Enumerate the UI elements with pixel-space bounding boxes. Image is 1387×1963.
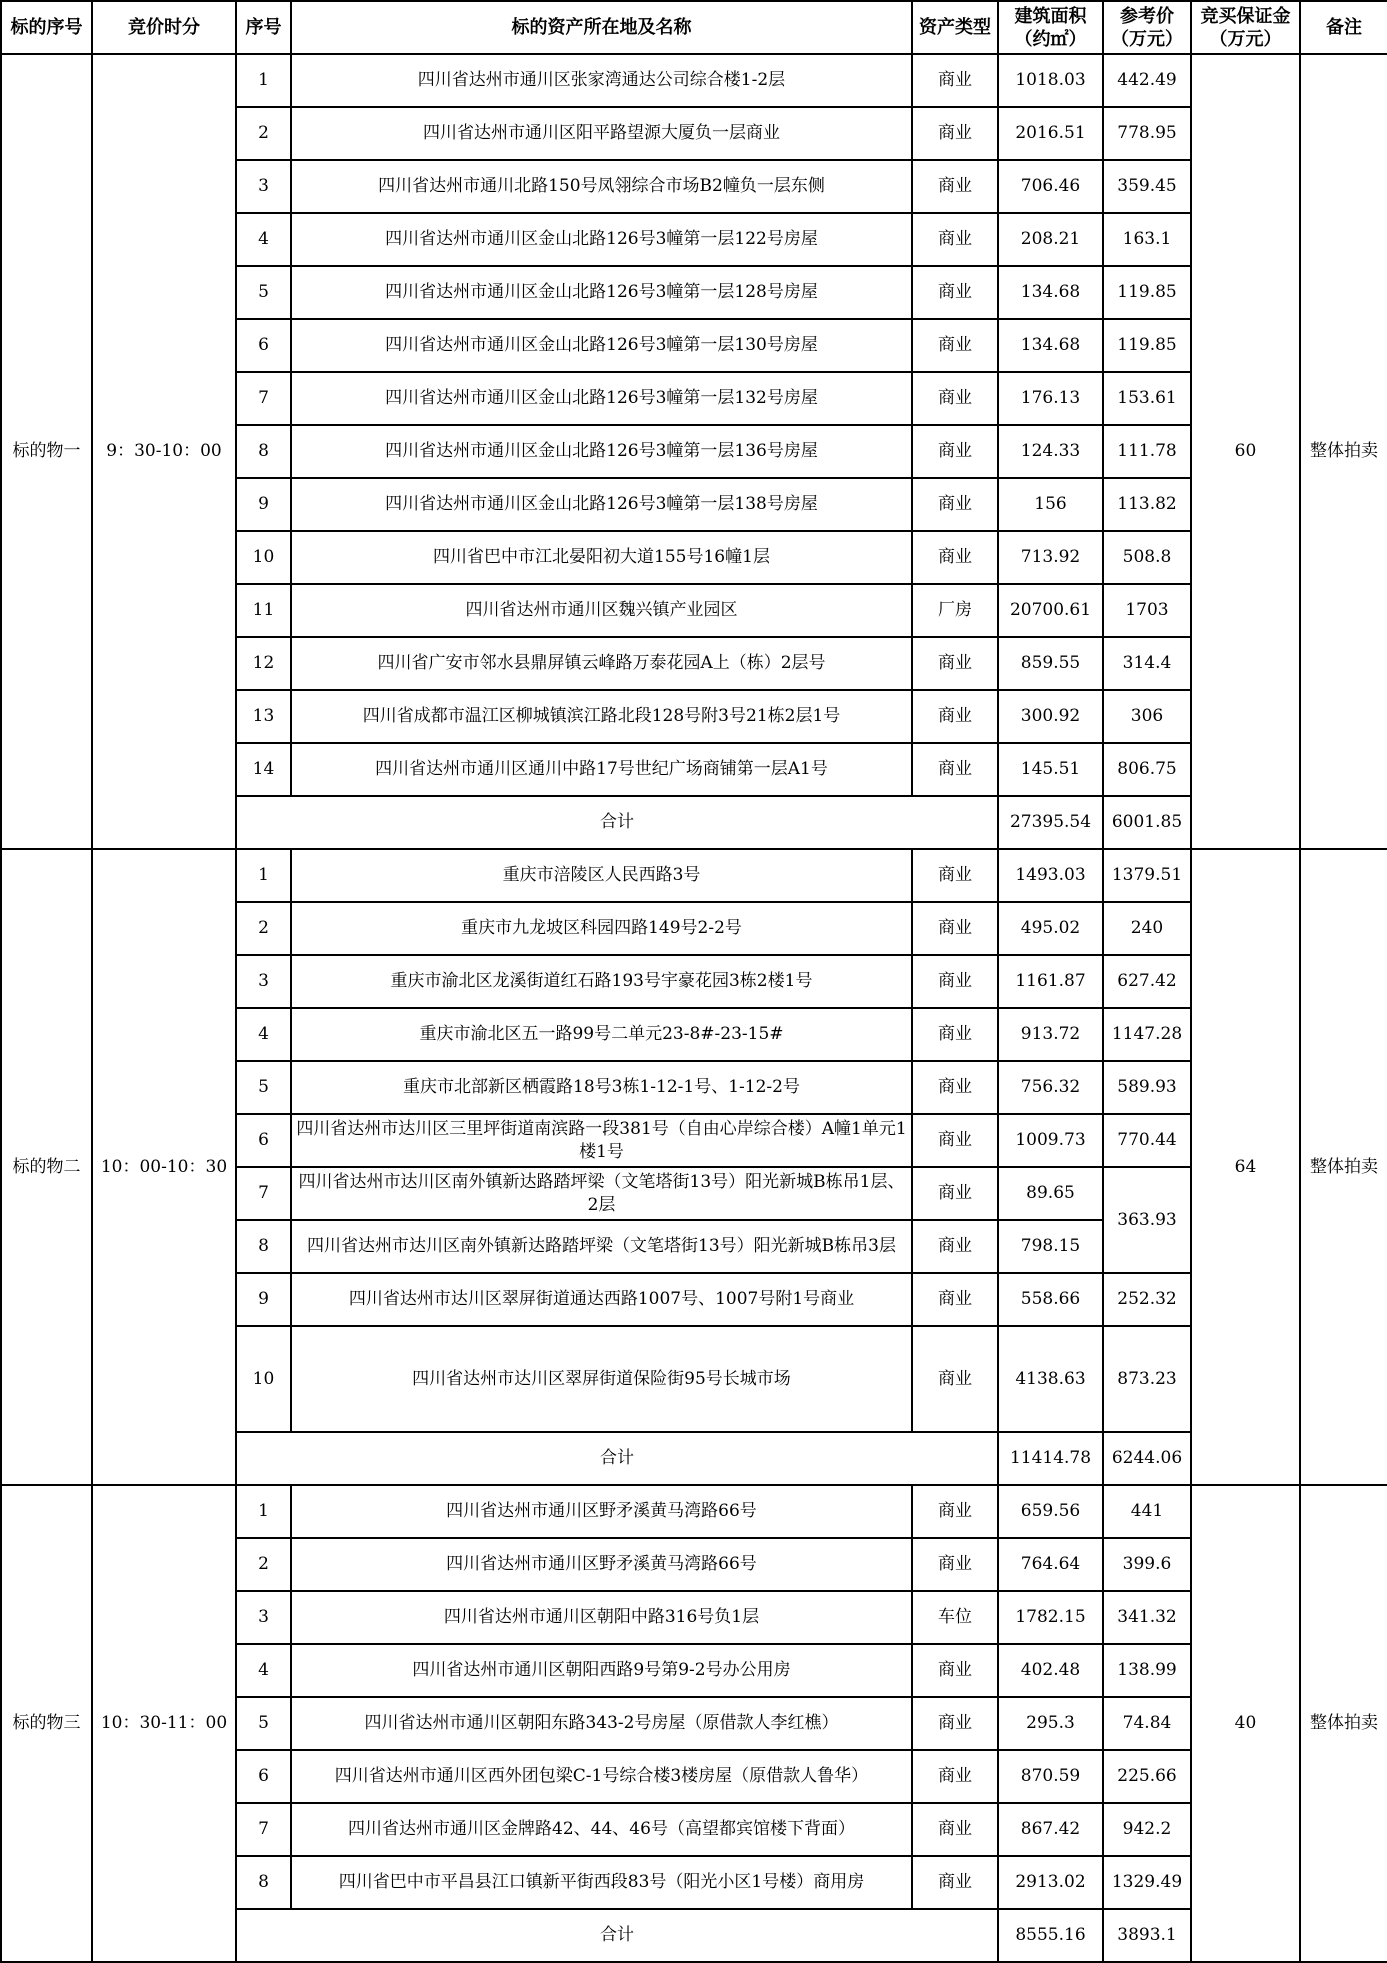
item-type: 商业: [912, 1167, 998, 1220]
item-name: 四川省达州市通川区金山北路126号3幢第一层132号房屋: [291, 372, 912, 425]
item-no: 14: [236, 743, 291, 796]
item-area: 1018.03: [998, 54, 1103, 107]
table-row: [1, 54, 1387, 107]
item-name: 四川省达州市通川区金山北路126号3幢第一层138号房屋: [291, 478, 912, 531]
item-area: 402.48: [998, 1644, 1103, 1697]
item-price: 306: [1103, 690, 1191, 743]
item-name: 四川省巴中市江北晏阳初大道155号16幢1层: [291, 531, 912, 584]
item-type: 商业: [912, 478, 998, 531]
item-no: 5: [236, 266, 291, 319]
item-area: 1009.73: [998, 1114, 1103, 1167]
item-no: 3: [236, 1591, 291, 1644]
item-type: 商业: [912, 1485, 998, 1538]
item-area: 208.21: [998, 213, 1103, 266]
item-name: 重庆市渝北区龙溪街道红石路193号宇豪花园3栋2楼1号: [291, 955, 912, 1008]
item-name: 四川省达州市通川区金山北路126号3幢第一层128号房屋: [291, 266, 912, 319]
item-name: 四川省达州市达川区三里坪街道南滨路一段381号（自由心岸综合楼）A幢1单元1楼1号: [291, 1114, 912, 1167]
item-name: 重庆市北部新区栖霞路18号3栋1-12-1号、1-12-2号: [291, 1061, 912, 1114]
item-price: 1329.49: [1103, 1856, 1191, 1909]
item-type: 商业: [912, 107, 998, 160]
item-type: 车位: [912, 1591, 998, 1644]
table-row: [1, 1485, 1387, 1538]
item-area: 859.55: [998, 637, 1103, 690]
item-area: 1161.87: [998, 955, 1103, 1008]
item-area: 2913.02: [998, 1856, 1103, 1909]
item-area: 89.65: [998, 1167, 1103, 1220]
item-type: 商业: [912, 160, 998, 213]
item-no: 4: [236, 213, 291, 266]
item-name: 四川省成都市温江区柳城镇滨江路北段128号附3号21栋2层1号: [291, 690, 912, 743]
item-type: 商业: [912, 1008, 998, 1061]
item-type: 商业: [912, 1114, 998, 1167]
item-no: 5: [236, 1697, 291, 1750]
total-price: 6244.06: [1103, 1432, 1191, 1485]
item-name: 四川省达州市通川区金山北路126号3幢第一层136号房屋: [291, 425, 912, 478]
item-name: 重庆市九龙坡区科园四路149号2-2号: [291, 902, 912, 955]
total-label: 合计: [236, 796, 998, 849]
item-price: 111.78: [1103, 425, 1191, 478]
deposit: 40: [1191, 1485, 1300, 1962]
item-type: 商业: [912, 531, 998, 584]
item-type: 商业: [912, 1273, 998, 1326]
item-area: 706.46: [998, 160, 1103, 213]
item-price: 252.32: [1103, 1273, 1191, 1326]
deposit: 64: [1191, 849, 1300, 1485]
item-area: 1782.15: [998, 1591, 1103, 1644]
item-name: 四川省达州市通川区朝阳中路316号负1层: [291, 1591, 912, 1644]
item-no: 1: [236, 1485, 291, 1538]
item-no: 12: [236, 637, 291, 690]
item-type: 商业: [912, 690, 998, 743]
auction-time: 9：30-10：00: [92, 54, 236, 849]
total-price: 3893.1: [1103, 1909, 1191, 1962]
item-price: 163.1: [1103, 213, 1191, 266]
item-name: 四川省达州市通川区野矛溪黄马湾路66号: [291, 1538, 912, 1591]
item-type: 商业: [912, 1856, 998, 1909]
item-area: 558.66: [998, 1273, 1103, 1326]
item-price: 240: [1103, 902, 1191, 955]
item-area: 295.3: [998, 1697, 1103, 1750]
item-price: 314.4: [1103, 637, 1191, 690]
auction-time: 10：00-10：30: [92, 849, 236, 1485]
item-area: 156: [998, 478, 1103, 531]
item-no: 9: [236, 1273, 291, 1326]
header-time: 竞价时分: [92, 1, 236, 54]
item-no: 10: [236, 1326, 291, 1432]
item-name: 四川省达州市通川北路150号凤翎综合市场B2幢负一层东侧: [291, 160, 912, 213]
item-price: 508.8: [1103, 531, 1191, 584]
item-type: 商业: [912, 1061, 998, 1114]
item-price: 441: [1103, 1485, 1191, 1538]
item-price: 341.32: [1103, 1591, 1191, 1644]
item-price: 359.45: [1103, 160, 1191, 213]
item-type: 商业: [912, 637, 998, 690]
item-price: 1703: [1103, 584, 1191, 637]
item-name: 四川省达州市通川区朝阳东路343-2号房屋（原借款人李红樵）: [291, 1697, 912, 1750]
item-type: 商业: [912, 902, 998, 955]
item-no: 7: [236, 1803, 291, 1856]
header-area: 建筑面积（约㎡）: [998, 1, 1103, 54]
header-name: 标的资产所在地及名称: [291, 1, 912, 54]
total-label: 合计: [236, 1909, 998, 1962]
item-no: 11: [236, 584, 291, 637]
item-no: 1: [236, 54, 291, 107]
auction-time: 10：30-11：00: [92, 1485, 236, 1962]
item-area: 659.56: [998, 1485, 1103, 1538]
item-area: 134.68: [998, 266, 1103, 319]
item-price: 113.82: [1103, 478, 1191, 531]
header-note: 备注: [1300, 1, 1387, 54]
item-type: 商业: [912, 1326, 998, 1432]
table-body: [1, 54, 1387, 1962]
item-area: 4138.63: [998, 1326, 1103, 1432]
item-price: 778.95: [1103, 107, 1191, 160]
item-name: 四川省达州市通川区阳平路望源大厦负一层商业: [291, 107, 912, 160]
item-price: 363.93: [1103, 1167, 1191, 1273]
item-area: 176.13: [998, 372, 1103, 425]
item-price: 442.49: [1103, 54, 1191, 107]
item-name: 四川省达州市达川区翠屏街道通达西路1007号、1007号附1号商业: [291, 1273, 912, 1326]
item-type: 商业: [912, 213, 998, 266]
note: 整体拍卖: [1300, 849, 1387, 1485]
header-deposit: 竞买保证金（万元）: [1191, 1, 1300, 54]
item-name: 四川省达州市通川区西外团包梁C-1号综合楼3楼房屋（原借款人鲁华）: [291, 1750, 912, 1803]
item-area: 798.15: [998, 1220, 1103, 1273]
item-price: 119.85: [1103, 266, 1191, 319]
lot-label: 标的物二: [1, 849, 92, 1485]
header-lot: 标的序号: [1, 1, 92, 54]
header-no: 序号: [236, 1, 291, 54]
item-area: 713.92: [998, 531, 1103, 584]
item-type: 商业: [912, 1697, 998, 1750]
note: 整体拍卖: [1300, 1485, 1387, 1962]
item-price: 873.23: [1103, 1326, 1191, 1432]
item-area: 300.92: [998, 690, 1103, 743]
item-type: 商业: [912, 319, 998, 372]
item-price: 119.85: [1103, 319, 1191, 372]
item-price: 138.99: [1103, 1644, 1191, 1697]
item-name: 四川省广安市邻水县鼎屏镇云峰路万泰花园A上（栋）2层号: [291, 637, 912, 690]
lot-label: 标的物一: [1, 54, 92, 849]
item-area: 1493.03: [998, 849, 1103, 902]
item-type: 商业: [912, 955, 998, 1008]
item-no: 6: [236, 319, 291, 372]
item-price: 74.84: [1103, 1697, 1191, 1750]
item-type: 商业: [912, 743, 998, 796]
item-no: 2: [236, 1538, 291, 1591]
header-type: 资产类型: [912, 1, 998, 54]
item-name: 四川省达州市通川区金山北路126号3幢第一层122号房屋: [291, 213, 912, 266]
item-no: 10: [236, 531, 291, 584]
item-name: 四川省巴中市平昌县江口镇新平街西段83号（阳光小区1号楼）商用房: [291, 1856, 912, 1909]
total-area: 11414.78: [998, 1432, 1103, 1485]
total-area: 8555.16: [998, 1909, 1103, 1962]
table-row: [1, 849, 1387, 902]
item-price: 1147.28: [1103, 1008, 1191, 1061]
item-name: 四川省达州市通川区朝阳西路9号第9-2号办公用房: [291, 1644, 912, 1697]
item-type: 商业: [912, 372, 998, 425]
item-area: 145.51: [998, 743, 1103, 796]
item-no: 3: [236, 955, 291, 1008]
item-no: 9: [236, 478, 291, 531]
item-area: 870.59: [998, 1750, 1103, 1803]
item-price: 942.2: [1103, 1803, 1191, 1856]
item-area: 764.64: [998, 1538, 1103, 1591]
item-type: 商业: [912, 1750, 998, 1803]
item-area: 124.33: [998, 425, 1103, 478]
item-name: 四川省达州市通川区金牌路42、44、46号（高望都宾馆楼下背面）: [291, 1803, 912, 1856]
item-type: 厂房: [912, 584, 998, 637]
item-price: 627.42: [1103, 955, 1191, 1008]
item-no: 6: [236, 1750, 291, 1803]
item-price: 225.66: [1103, 1750, 1191, 1803]
item-name: 重庆市涪陵区人民西路3号: [291, 849, 912, 902]
item-price: 1379.51: [1103, 849, 1191, 902]
item-no: 6: [236, 1114, 291, 1167]
item-area: 913.72: [998, 1008, 1103, 1061]
header-price: 参考价（万元）: [1103, 1, 1191, 54]
item-area: 756.32: [998, 1061, 1103, 1114]
item-name: 四川省达州市通川区魏兴镇产业园区: [291, 584, 912, 637]
item-area: 134.68: [998, 319, 1103, 372]
item-no: 2: [236, 902, 291, 955]
item-name: 四川省达州市通川区金山北路126号3幢第一层130号房屋: [291, 319, 912, 372]
total-label: 合计: [236, 1432, 998, 1485]
item-name: 四川省达州市达川区南外镇新达路踏坪梁（文笔塔街13号）阳光新城B栋吊3层: [291, 1220, 912, 1273]
item-no: 8: [236, 425, 291, 478]
item-type: 商业: [912, 1220, 998, 1273]
item-type: 商业: [912, 1803, 998, 1856]
item-no: 8: [236, 1220, 291, 1273]
item-price: 806.75: [1103, 743, 1191, 796]
item-type: 商业: [912, 54, 998, 107]
item-area: 495.02: [998, 902, 1103, 955]
item-name: 四川省达州市通川区通川中路17号世纪广场商铺第一层A1号: [291, 743, 912, 796]
item-price: 153.61: [1103, 372, 1191, 425]
item-no: 7: [236, 1167, 291, 1220]
item-price: 399.6: [1103, 1538, 1191, 1591]
item-no: 1: [236, 849, 291, 902]
item-no: 7: [236, 372, 291, 425]
item-area: 20700.61: [998, 584, 1103, 637]
item-no: 13: [236, 690, 291, 743]
total-area: 27395.54: [998, 796, 1103, 849]
item-price: 589.93: [1103, 1061, 1191, 1114]
total-price: 6001.85: [1103, 796, 1191, 849]
item-no: 4: [236, 1008, 291, 1061]
item-type: 商业: [912, 425, 998, 478]
item-no: 3: [236, 160, 291, 213]
item-no: 5: [236, 1061, 291, 1114]
note: 整体拍卖: [1300, 54, 1387, 849]
item-name: 重庆市渝北区五一路99号二单元23-8#-23-15#: [291, 1008, 912, 1061]
header-row: [1, 1, 1387, 54]
item-name: 四川省达州市通川区张家湾通达公司综合楼1-2层: [291, 54, 912, 107]
item-name: 四川省达州市达川区翠屏街道保险街95号长城市场: [291, 1326, 912, 1432]
item-type: 商业: [912, 1644, 998, 1697]
item-type: 商业: [912, 1538, 998, 1591]
item-area: 867.42: [998, 1803, 1103, 1856]
item-no: 8: [236, 1856, 291, 1909]
lot-label: 标的物三: [1, 1485, 92, 1962]
item-area: 2016.51: [998, 107, 1103, 160]
item-price: 770.44: [1103, 1114, 1191, 1167]
item-no: 4: [236, 1644, 291, 1697]
item-type: 商业: [912, 266, 998, 319]
deposit: 60: [1191, 54, 1300, 849]
item-type: 商业: [912, 849, 998, 902]
item-name: 四川省达州市通川区野矛溪黄马湾路66号: [291, 1485, 912, 1538]
item-no: 2: [236, 107, 291, 160]
item-name: 四川省达州市达川区南外镇新达路踏坪梁（文笔塔街13号）阳光新城B栋吊1层、2层: [291, 1167, 912, 1220]
